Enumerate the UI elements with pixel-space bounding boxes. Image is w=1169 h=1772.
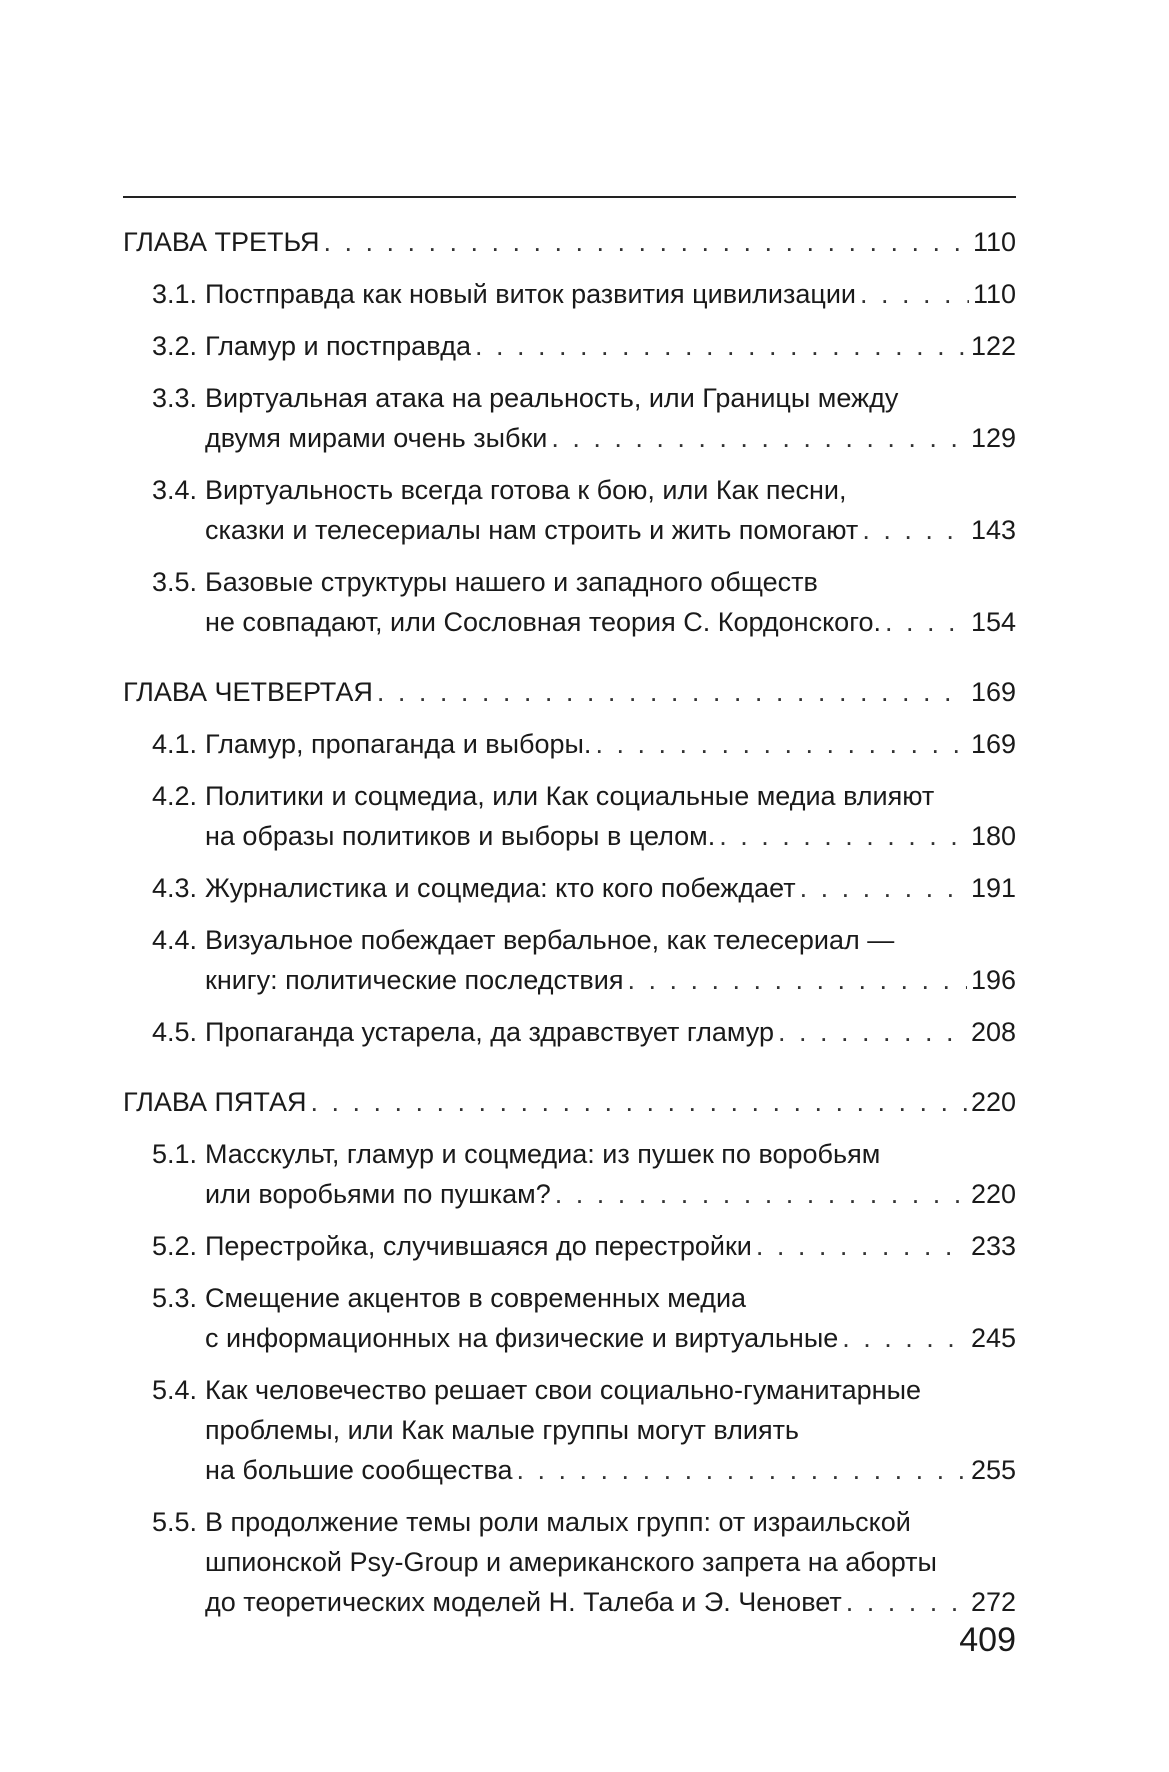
section-number: 4.1.	[151, 729, 197, 759]
section-page-number: 191	[970, 873, 1016, 903]
section-page-number: 143	[970, 515, 1016, 545]
section-title-line	[205, 274, 1016, 314]
section-title-line	[205, 816, 1016, 856]
section-page-number: 122	[970, 331, 1016, 361]
section-number: 4.3.	[151, 873, 197, 903]
section-number: 4.2.	[151, 781, 197, 811]
section-title-line	[205, 510, 1016, 550]
section-title-line	[205, 1370, 1016, 1410]
section-number: 5.2.	[151, 1231, 197, 1261]
dot-leader	[627, 960, 966, 1000]
section-title-text: сказки и телесериалы нам строить и жить помогают	[205, 515, 859, 545]
dot-leader	[756, 1226, 967, 1266]
section-title-line	[205, 1278, 1016, 1318]
section-title-text: Гламур, пропаганда и выборы.	[205, 729, 592, 759]
section-title-text: Перестройка, случившаяся до перестройки	[205, 1231, 752, 1261]
section-title-line	[205, 1134, 1016, 1174]
section-page-number: 220	[970, 1179, 1016, 1209]
toc-section	[123, 470, 1016, 550]
chapter-page-number: 169	[970, 677, 1016, 707]
toc-section	[123, 1226, 1016, 1266]
chapter-page-number: 110	[972, 227, 1016, 257]
section-body	[205, 868, 1016, 908]
section-page-number: 245	[970, 1323, 1016, 1353]
section-title-text: В продолжение темы роли малых групп: от израильской	[205, 1507, 911, 1537]
toc-section	[123, 378, 1016, 458]
section-title-text: или воробьями по пушкам?	[205, 1179, 551, 1209]
top-rule	[123, 196, 1016, 198]
section-page-number: 233	[970, 1231, 1016, 1261]
section-body	[205, 470, 1016, 550]
section-body	[205, 274, 1016, 314]
dot-leader	[846, 1582, 967, 1622]
toc-chapter	[123, 222, 1016, 642]
section-page-number: 169	[970, 729, 1016, 759]
section-title-line	[205, 868, 1016, 908]
toc-section	[123, 562, 1016, 642]
section-title-line	[205, 1582, 1016, 1622]
section-title-line	[205, 1450, 1016, 1490]
section-number: 3.3.	[151, 383, 197, 413]
section-title-line	[205, 602, 1016, 642]
section-number: 5.3.	[151, 1283, 197, 1313]
section-title-text: на образы политиков и выборы в целом.	[205, 821, 716, 851]
section-title-text: Базовые структуры нашего и западного обществ	[205, 567, 818, 597]
section-title-text: Политики и соцмедиа, или Как социальные медиа влияют	[205, 781, 935, 811]
section-title-line	[205, 1174, 1016, 1214]
chapter-page-number: 220	[970, 1087, 1016, 1117]
chapter-heading-line	[123, 672, 1016, 712]
section-title-line	[205, 562, 1016, 602]
section-title-line	[205, 960, 1016, 1000]
section-title-line	[205, 1012, 1016, 1052]
section-number: 4.4.	[151, 925, 197, 955]
section-body	[205, 326, 1016, 366]
chapter-heading	[123, 672, 1016, 712]
section-body	[205, 1134, 1016, 1214]
toc-section	[123, 1012, 1016, 1052]
toc-section	[123, 326, 1016, 366]
section-number: 3.4.	[151, 475, 197, 505]
section-page-number: 110	[972, 279, 1016, 309]
dot-leader	[551, 418, 967, 458]
section-body	[205, 776, 1016, 856]
section-title-text: с информационных на физические и виртуальные	[205, 1323, 839, 1353]
toc-section	[123, 1370, 1016, 1490]
section-body	[205, 562, 1016, 642]
section-number: 5.4.	[151, 1375, 197, 1405]
dot-leader	[842, 1318, 967, 1358]
toc-section	[123, 1278, 1016, 1358]
section-title-line	[205, 1502, 1016, 1542]
section-title-text: Пропаганда устарела, да здравствует гламур	[205, 1017, 775, 1047]
section-title-text: Гламур и постправда	[205, 331, 472, 361]
section-number: 3.1.	[151, 279, 197, 309]
section-number: 4.5.	[151, 1017, 197, 1047]
chapter-title: ГЛАВА ЧЕТВЕРТАЯ	[123, 677, 373, 707]
section-title-text: Визуальное побеждает вербальное, как телесериал —	[205, 925, 895, 955]
toc-section	[123, 1502, 1016, 1622]
section-page-number: 208	[970, 1017, 1016, 1047]
chapter-heading-line	[123, 222, 1016, 262]
chapter-heading-body	[123, 672, 1016, 712]
section-body	[205, 378, 1016, 458]
dot-leader	[310, 1082, 966, 1122]
table-of-contents	[123, 222, 1016, 1634]
section-title-text: книгу: политические последствия	[205, 965, 624, 995]
section-page-number: 272	[970, 1587, 1016, 1617]
section-page-number: 255	[970, 1455, 1016, 1485]
section-title-text: Виртуальность всегда готова к бою, или Как песни,	[205, 475, 847, 505]
toc-section	[123, 1134, 1016, 1214]
section-page-number: 180	[970, 821, 1016, 851]
section-body	[205, 1502, 1016, 1622]
section-title-text: не совпадают, или Сословная теория С. Кордонского.	[205, 607, 881, 637]
section-title-text: на большие сообщества	[205, 1455, 513, 1485]
section-number: 3.2.	[151, 331, 197, 361]
dot-leader	[555, 1174, 967, 1214]
dot-leader	[595, 724, 967, 764]
section-title-line	[205, 418, 1016, 458]
section-page-number: 129	[970, 423, 1016, 453]
toc-section	[123, 776, 1016, 856]
section-title-text: до теоретических моделей Н. Талеба и Э. Ченовет	[205, 1587, 842, 1617]
chapter-title: ГЛАВА ПЯТАЯ	[123, 1087, 307, 1117]
section-number: 3.5.	[151, 567, 197, 597]
section-body	[205, 1278, 1016, 1358]
section-page-number: 154	[970, 607, 1016, 637]
section-title-line	[205, 1226, 1016, 1266]
section-body	[205, 1012, 1016, 1052]
section-number: 5.1.	[151, 1139, 197, 1169]
toc-chapter	[123, 1082, 1016, 1622]
page-number: 409	[959, 1621, 1016, 1659]
dot-leader	[778, 1012, 967, 1052]
section-number: 5.5.	[151, 1507, 197, 1537]
dot-leader	[517, 1450, 967, 1490]
section-title-text: Смещение акцентов в современных медиа	[205, 1283, 747, 1313]
toc-chapter	[123, 672, 1016, 1052]
section-title-text: Виртуальная атака на реальность, или Границы между	[205, 383, 899, 413]
dot-leader	[860, 274, 969, 314]
section-title-text: проблемы, или Как малые группы могут влиять	[205, 1415, 799, 1445]
dot-leader	[377, 672, 967, 712]
toc-section	[123, 920, 1016, 1000]
section-title-text: Масскульт, гламур и соцмедиа: из пушек по воробьям	[205, 1139, 881, 1169]
section-page-number: 196	[970, 965, 1016, 995]
section-title-text: двумя мирами очень зыбки	[205, 423, 548, 453]
section-title-line	[205, 326, 1016, 366]
section-title-line	[205, 920, 1016, 960]
section-title-line	[205, 1410, 1016, 1450]
dot-leader	[719, 816, 967, 856]
dot-leader	[323, 222, 968, 262]
section-title-line	[205, 470, 1016, 510]
section-body	[205, 1370, 1016, 1490]
toc-section	[123, 868, 1016, 908]
toc-section	[123, 724, 1016, 764]
chapter-heading-body	[123, 1082, 1016, 1122]
dot-leader	[475, 326, 967, 366]
chapter-heading	[123, 1082, 1016, 1122]
dot-leader	[800, 868, 967, 908]
section-title-line	[205, 1318, 1016, 1358]
toc-section	[123, 274, 1016, 314]
section-body	[205, 1226, 1016, 1266]
chapter-heading	[123, 222, 1016, 262]
dot-leader	[885, 602, 967, 642]
dot-leader	[862, 510, 967, 550]
chapter-heading-line	[123, 1082, 1016, 1122]
section-title-line	[205, 724, 1016, 764]
section-body	[205, 920, 1016, 1000]
section-body	[205, 724, 1016, 764]
chapter-title: ГЛАВА ТРЕТЬЯ	[123, 227, 320, 257]
section-title-text: Постправда как новый виток развития цивилизации	[205, 279, 857, 309]
section-title-line	[205, 1542, 1016, 1582]
section-title-text: Как человечество решает свои социально-гуманитарные	[205, 1375, 921, 1405]
section-title-text: Журналистика и соцмедиа: кто кого побеждает	[205, 873, 796, 903]
section-title-text: шпионской Psy-Group и американского запрета на аборты	[205, 1547, 937, 1577]
chapter-heading-body	[123, 222, 1016, 262]
section-title-line	[205, 776, 1016, 816]
section-title-line	[205, 378, 1016, 418]
